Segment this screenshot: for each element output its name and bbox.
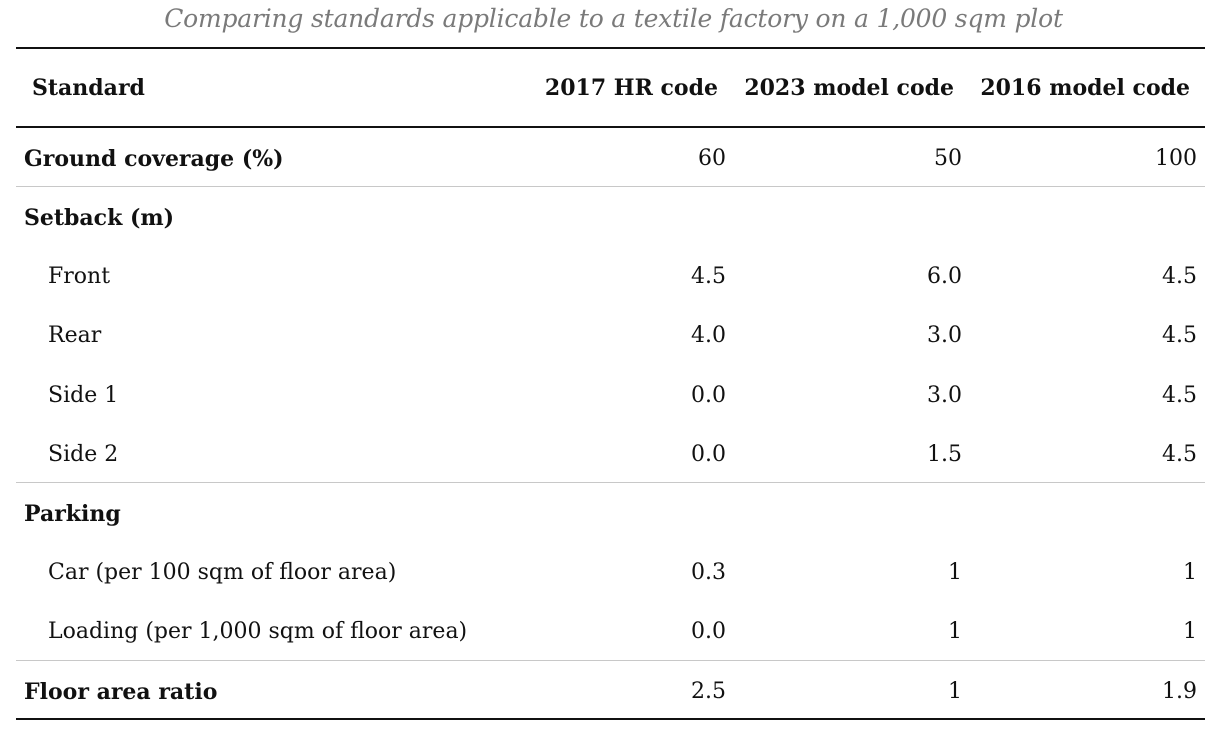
cell-2017-hr-code: 4.5 (691, 264, 726, 289)
row-label: Side 2 (48, 442, 119, 467)
table-row (16, 602, 1205, 661)
row-label: Rear (48, 323, 102, 348)
cell-2016-model-code: 4.5 (1162, 442, 1197, 467)
cell-2017-hr-code: 0.0 (691, 619, 726, 644)
group-label-setback: Setback (m) (24, 204, 175, 231)
header-standard: Standard (32, 75, 145, 101)
group-label-parking: Parking (24, 500, 121, 527)
cell-2017-hr-code: 0.0 (691, 442, 726, 467)
row-label: Front (48, 264, 111, 289)
row-label: Car (per 100 sqm of floor area) (48, 560, 397, 585)
cell-2016-model-code: 100 (1155, 146, 1197, 171)
group-divider (16, 660, 1205, 661)
cell-2023-model-code: 1 (948, 679, 962, 704)
cell-2023-model-code: 3.0 (927, 323, 962, 348)
table-row (16, 306, 1205, 365)
cell-2023-model-code: 1.5 (927, 442, 962, 467)
table-row (16, 129, 1205, 188)
group-divider (16, 482, 1205, 483)
header-bottom-rule (16, 126, 1205, 128)
header-2016-model-code: 2016 model code (980, 75, 1190, 101)
table-bottom-rule (16, 718, 1205, 720)
table-top-rule (16, 47, 1205, 49)
cell-2017-hr-code: 0.0 (691, 383, 726, 408)
cell-2023-model-code: 1 (948, 619, 962, 644)
group-divider (16, 186, 1205, 187)
table-caption: Comparing standards applicable to a textile factory on a 1,000 sqm plot (164, 4, 1063, 33)
cell-2017-hr-code: 60 (698, 146, 726, 171)
cell-2017-hr-code: 4.0 (691, 323, 726, 348)
cell-2016-model-code: 4.5 (1162, 323, 1197, 348)
cell-2016-model-code: 1.9 (1162, 679, 1197, 704)
header-2023-model-code: 2023 model code (744, 75, 954, 101)
table-row (16, 425, 1205, 484)
cell-2017-hr-code: 2.5 (691, 679, 726, 704)
cell-2016-model-code: 4.5 (1162, 264, 1197, 289)
row-label: Loading (per 1,000 sqm of floor area) (48, 619, 468, 644)
table-group-header-row (16, 484, 1205, 543)
table-row (16, 247, 1205, 306)
cell-2016-model-code: 1 (1183, 619, 1197, 644)
table-row (16, 543, 1205, 602)
table-header-row (16, 50, 1205, 126)
cell-2016-model-code: 1 (1183, 560, 1197, 585)
cell-2017-hr-code: 0.3 (691, 560, 726, 585)
table-group-header-row (16, 188, 1205, 247)
row-label: Side 1 (48, 383, 119, 408)
row-label: Ground coverage (%) (24, 145, 284, 172)
table-row (16, 662, 1205, 721)
header-2017-hr-code: 2017 HR code (544, 75, 718, 101)
cell-2016-model-code: 4.5 (1162, 383, 1197, 408)
cell-2023-model-code: 3.0 (927, 383, 962, 408)
cell-2023-model-code: 6.0 (927, 264, 962, 289)
row-label: Floor area ratio (24, 678, 218, 705)
cell-2023-model-code: 50 (934, 146, 962, 171)
table-row (16, 366, 1205, 425)
cell-2023-model-code: 1 (948, 560, 962, 585)
